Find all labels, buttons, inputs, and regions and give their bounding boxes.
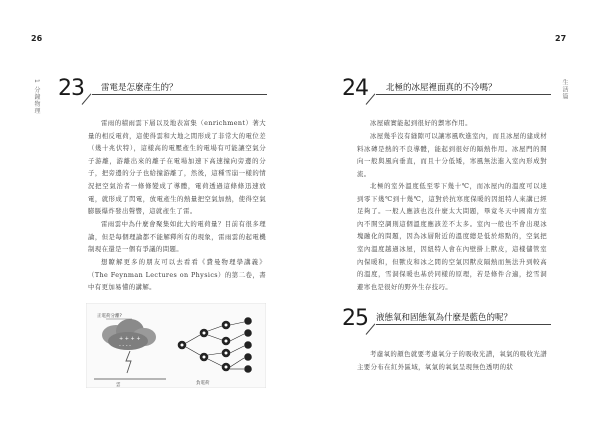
paragraph: 冰屋幾乎沒有縫隙可以讓寒風吹進室內，而且冰屋的建成材料冰磚是熱的不良導體，能起到很好的隔熱作用。冰屋門的開向一般與風向垂直，而且十分低矮，寒風無法進入室內形成對流。: [357, 132, 547, 178]
question-title: 雷電是怎麼產生的？: [101, 83, 178, 93]
question-title: 北極的冰屋裡面真的不冷嗎？: [386, 83, 497, 93]
page-number-right: 27: [555, 34, 567, 43]
question-number: 25: [342, 306, 368, 331]
svg-text:+ + + +: + + + +: [119, 336, 141, 342]
title-rule: [92, 94, 267, 95]
paragraph: 冰屋確實能起到很好的禦寒作用。: [370, 119, 472, 127]
question-number: 24: [342, 76, 368, 101]
paragraph: 北極的室外溫度低至零下幾十℃，而冰屋內的溫度可以達到零下幾℃到十幾℃，這對於抗寒度保暖的因紐特人來講已經足夠了。一般人應該也沒什麼太大問題，畢竟冬天中國南方室內不開空調則這個溫度應該差不太多。室內一般也不會出現冰塊融化的問題，因為冰層附近的溫度總是低於熔點的，空氣把室內溫度越過冰屋，因紐特人會在內壁掛上獸皮，這樣儲管室內保暖和，但獸皮和冰之間的空氣因獸皮隔熱而無法升到較高的溫度，雪洞保暖也基於同樣的原理，若是條件合適，挖雪洞避寒也是很好的野外生存技巧。: [357, 182, 547, 291]
page-number-left: 26: [31, 34, 43, 43]
paragraph: 雷雨雲中為什麼會聚集如此大的電荷量？目前有很多理論，但是每個理論都不能解釋所有的現象，雷雨雲的起電機制現在還是一個有爭議的問題。: [88, 220, 266, 254]
cloud-label: 正電荷分離?: [97, 314, 122, 319]
thunderstorm-diagram: [86, 303, 266, 388]
question-number: 23: [58, 76, 84, 101]
paragraph: 考慮氧的顏色就要考慮氧分子的吸收光譜，氧氣的吸收光譜主要分布在紅外區域，氧氣的氧氣呈現無色透明的狀: [357, 350, 547, 371]
svg-text:- - - -: - - - -: [119, 343, 131, 349]
running-head-left: 1 分鐘物理: [33, 79, 40, 115]
paragraph: 想瞭解更多的朋友可以去看看《費曼物理學講義》（The Feynman Lectures on Physics）的第二卷，書中有更加易懂的講解。: [88, 258, 266, 292]
paragraph: 雷雨的積雨雲下層以及地表富集（enrichment）著大量的相反電荷，這使得雲和大地之間形成了非常大的電位差（幾十兆伏特），這樣高的電壓產生的電場有可能讓空氣分子游離，游離出來的離子在電場加速下高速撞向旁邊的分子，把旁邊的分子也給撞游離了，然後，這種雪崩一樣的情況把空氣治者一條條變成了導體，電荷透過這條條迅速放電，就形成了閃電，放電產生的熱量把空氣加熱，使得空氣膨脹爆炸發出聲響，這就產生了雷。: [88, 119, 266, 216]
running-head-right: 生活篇: [561, 79, 568, 100]
figure-caption-right: 負電荷: [196, 381, 210, 386]
title-rule: [376, 324, 551, 325]
figure-caption-left: 雲: [116, 383, 121, 388]
question-title: 液態氧和固態氧為什麼是藍色的呢？: [376, 313, 513, 323]
title-rule: [376, 94, 551, 95]
